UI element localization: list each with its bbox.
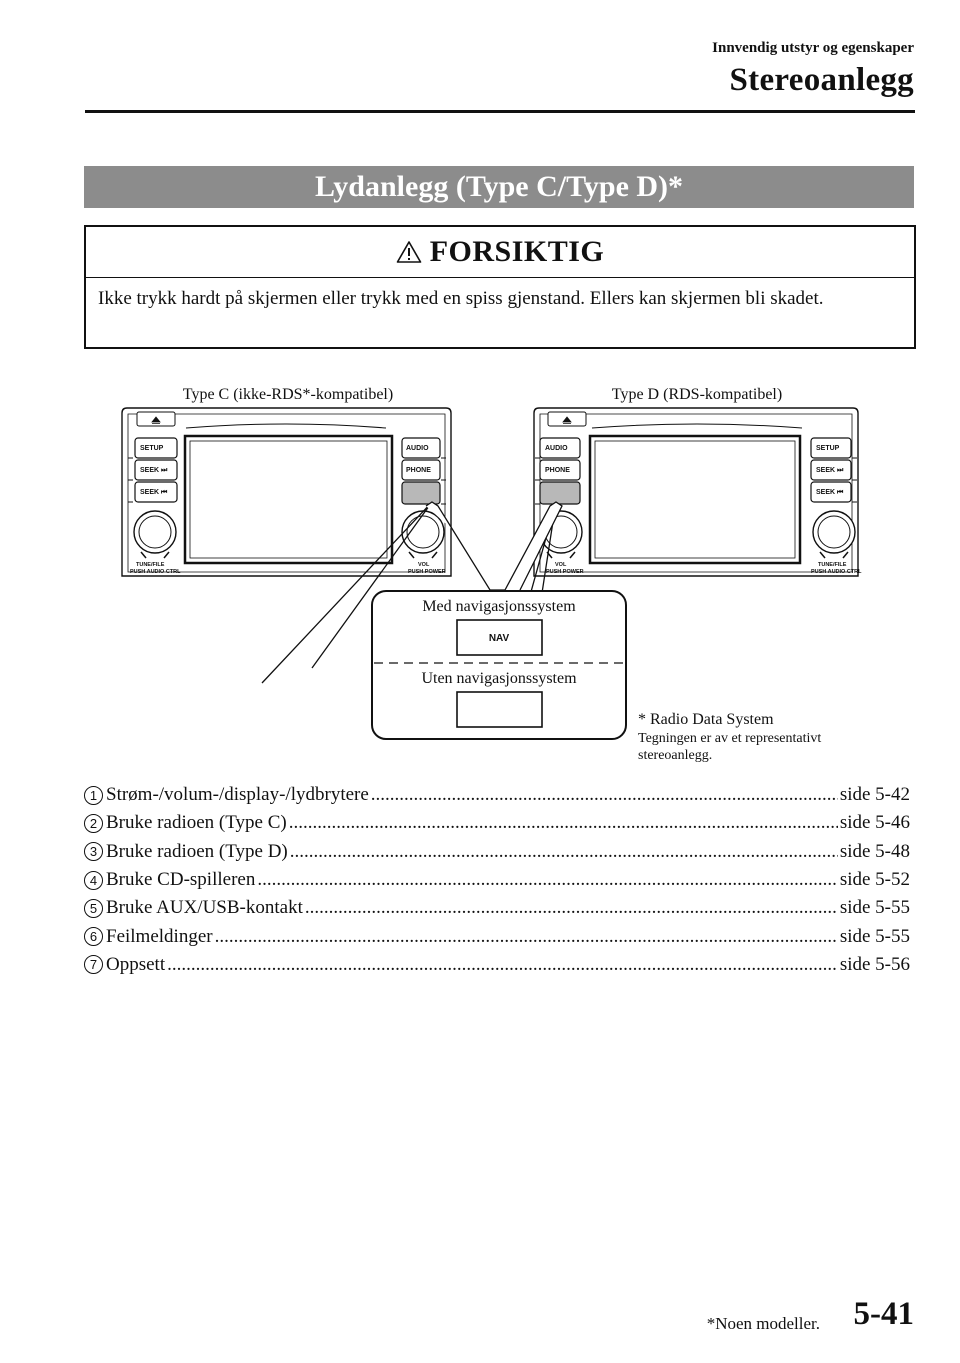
item-title: Bruke CD-spilleren bbox=[106, 869, 256, 891]
item-title: Feilmeldinger bbox=[106, 925, 213, 947]
list-item[interactable] bbox=[84, 838, 910, 866]
setup-label: SETUP bbox=[140, 445, 164, 452]
item-title: Bruke radioen (Type C) bbox=[106, 812, 287, 834]
type-d-unit bbox=[534, 408, 862, 576]
warning-triangle-icon bbox=[396, 240, 422, 264]
item-page: side 5-52 bbox=[839, 869, 910, 891]
type-c-screen bbox=[185, 436, 392, 563]
item-number: 4 bbox=[84, 871, 103, 890]
nav-slot-highlight bbox=[540, 482, 580, 504]
phone-label: PHONE bbox=[406, 467, 431, 474]
chapter-title: Stereoanlegg bbox=[729, 62, 914, 98]
item-number: 5 bbox=[84, 899, 103, 918]
tune-knob bbox=[134, 511, 176, 553]
tune-knob-label: TUNE/FILE bbox=[136, 562, 165, 568]
seek-down-label: SEEK ⏮ bbox=[816, 489, 844, 496]
leader-dots bbox=[371, 784, 838, 806]
seek-up-label: SEEK ⏭ bbox=[816, 467, 844, 474]
nav-label: NAV bbox=[488, 633, 510, 644]
volume-knob-label: VOL bbox=[555, 562, 567, 568]
item-page: side 5-46 bbox=[839, 812, 910, 834]
item-number: 2 bbox=[84, 814, 103, 833]
tune-knob-sublabel: PUSH AUDIO CTRL bbox=[811, 569, 862, 575]
tune-knob-sublabel: PUSH AUDIO CTRL bbox=[130, 569, 181, 575]
item-number: 1 bbox=[84, 786, 103, 805]
caution-title: FORSIKTIG bbox=[429, 235, 605, 268]
drawing-note-line2: stereoanlegg. bbox=[638, 748, 713, 763]
leader-dots bbox=[257, 869, 837, 891]
with-nav-label: Med navigasjonssystem bbox=[422, 598, 576, 615]
item-number: 3 bbox=[84, 842, 103, 861]
tune-knob bbox=[813, 511, 855, 553]
item-page: side 5-55 bbox=[839, 925, 910, 947]
volume-knob-label: VOL bbox=[418, 562, 430, 568]
item-page: side 5-56 bbox=[839, 953, 910, 975]
phone-label: PHONE bbox=[545, 467, 570, 474]
list-item[interactable] bbox=[84, 894, 910, 922]
item-title: Bruke radioen (Type D) bbox=[106, 840, 288, 862]
rds-note: * Radio Data System bbox=[638, 711, 774, 728]
caution-box bbox=[84, 225, 916, 349]
section-banner: Lydanlegg (Type C/Type D)* bbox=[84, 166, 914, 208]
type-d-label: Type D (RDS-kompatibel) bbox=[611, 386, 783, 403]
audio-label: AUDIO bbox=[545, 445, 568, 452]
leader-dots bbox=[305, 897, 838, 919]
item-title: Oppsett bbox=[106, 953, 166, 975]
item-title: Bruke AUX/USB-kontakt bbox=[106, 897, 303, 919]
list-item[interactable] bbox=[84, 781, 910, 809]
section-title: Innvendig utstyr og egenskaper bbox=[712, 40, 914, 56]
leader-dots bbox=[289, 812, 838, 834]
audio-label: AUDIO bbox=[406, 445, 429, 452]
volume-knob-sublabel: PUSH POWER bbox=[408, 569, 446, 575]
nav-slot-highlight bbox=[402, 482, 440, 504]
seek-up-label: SEEK ⏭ bbox=[140, 467, 168, 474]
leader-dots bbox=[290, 841, 838, 863]
item-number: 7 bbox=[84, 955, 103, 974]
setup-label: SETUP bbox=[816, 445, 840, 452]
list-item[interactable] bbox=[84, 922, 910, 950]
item-page: side 5-55 bbox=[839, 897, 910, 919]
list-item[interactable] bbox=[84, 809, 910, 837]
type-c-unit bbox=[122, 408, 451, 576]
footnote: *Noen modeller. bbox=[706, 1314, 820, 1333]
tune-knob-label: TUNE/FILE bbox=[818, 562, 847, 568]
type-c-label: Type C (ikke-RDS*-kompatibel) bbox=[182, 386, 394, 403]
list-item[interactable] bbox=[84, 866, 910, 894]
drawing-note-line1: Tegningen er av et representativt bbox=[638, 731, 822, 746]
without-nav-label: Uten navigasjonssystem bbox=[421, 670, 577, 687]
item-title: Strøm-/volum-/display-/lydbrytere bbox=[106, 784, 369, 806]
type-d-screen bbox=[590, 436, 800, 563]
page-number: 5-41 bbox=[853, 1296, 914, 1332]
item-page: side 5-48 bbox=[839, 840, 910, 862]
leader-dots bbox=[167, 954, 838, 976]
volume-knob bbox=[402, 511, 444, 553]
item-number: 6 bbox=[84, 927, 103, 946]
seek-down-label: SEEK ⏮ bbox=[140, 489, 168, 496]
volume-knob-sublabel: PUSH POWER bbox=[546, 569, 584, 575]
list-item[interactable] bbox=[84, 951, 910, 979]
caution-text: Ikke trykk hardt på skjermen eller trykk med en spiss gjenstand. Ellers kan skjermen bli skadet. bbox=[98, 288, 824, 309]
blank-button bbox=[457, 692, 542, 727]
stereo-diagram bbox=[0, 378, 960, 778]
caution-header bbox=[86, 227, 914, 278]
contents-list bbox=[84, 781, 910, 979]
header-rule bbox=[85, 110, 915, 113]
item-page: side 5-42 bbox=[839, 784, 910, 806]
leader-dots bbox=[215, 926, 838, 948]
